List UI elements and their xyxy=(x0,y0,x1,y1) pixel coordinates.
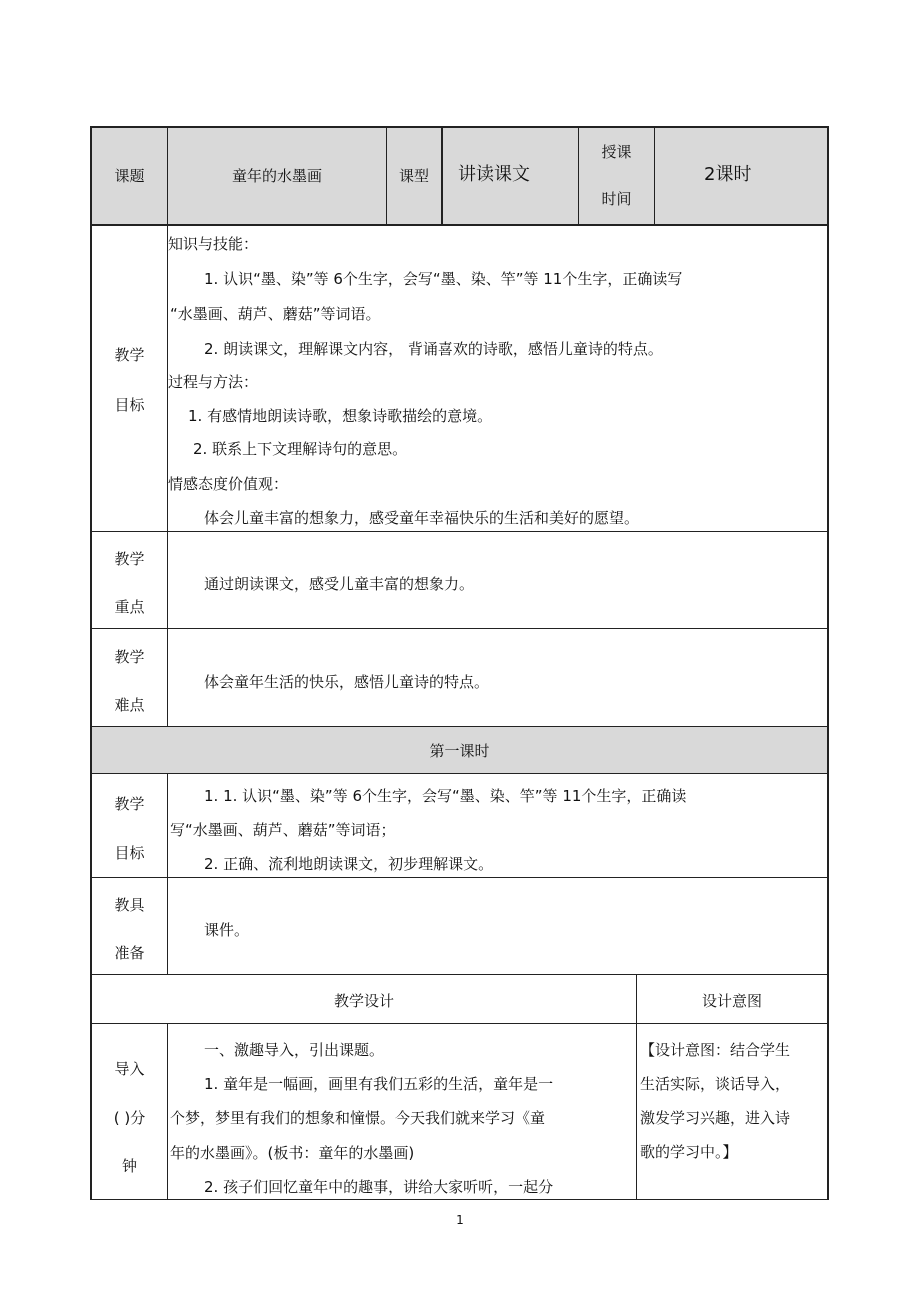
intro-label-2: ( )分 xyxy=(113,1109,146,1127)
difficulties-label-1: 教学 xyxy=(114,648,145,666)
intro-line: 个梦，梦里有我们的想象和憧憬。今天我们就来学习《童 xyxy=(170,1109,546,1127)
time-label-2: 时间 xyxy=(601,190,632,208)
intent-header: 设计意图 xyxy=(701,992,762,1010)
topic-value: 童年的水墨画 xyxy=(231,167,322,185)
lesson1-goals-label-2: 目标 xyxy=(114,844,145,862)
intro-line: 2. 孩子们回忆童年中的趣事，讲给大家听听，一起分 xyxy=(204,1178,554,1196)
keypoints-label-2: 重点 xyxy=(114,598,145,616)
goals-line: 知识与技能： xyxy=(168,235,259,253)
lesson1-title: 第一课时 xyxy=(429,742,490,760)
topic-label: 课题 xyxy=(114,167,145,185)
goals-line: “水墨画、葫芦、蘑菇”等词语。 xyxy=(170,305,381,323)
lesson1-goals-label-1: 教学 xyxy=(114,795,145,813)
intro-label-3: 钟 xyxy=(121,1157,137,1175)
difficulties-text: 体会童年生活的快乐，感悟儿童诗的特点。 xyxy=(204,673,490,691)
intent-line: 生活实际，谈话导入， xyxy=(640,1075,791,1093)
intro-line: 一、激趣导入，引出课题。 xyxy=(204,1041,385,1059)
tools-label-1: 教具 xyxy=(114,896,145,914)
intro-line: 年的水墨画》。(板书：童年的水墨画) xyxy=(170,1144,415,1162)
intent-line: 激发学习兴趣，进入诗 xyxy=(640,1109,791,1127)
tools-label-2: 准备 xyxy=(114,944,145,962)
type-value: 讲读课文 xyxy=(458,164,530,185)
keypoints-text: 通过朗读课文，感受儿童丰富的想象力。 xyxy=(204,575,475,593)
intent-line: 歌的学习中。】 xyxy=(640,1143,738,1161)
lesson1-goal-line: 2. 正确、流利地朗读课文，初步理解课文。 xyxy=(204,855,494,873)
keypoints-label-1: 教学 xyxy=(114,550,145,568)
design-header: 教学设计 xyxy=(333,992,394,1010)
goals-line: 2. 联系上下文理解诗句的意思。 xyxy=(193,440,408,458)
time-value: 2课时 xyxy=(704,164,752,185)
lesson1-goal-line: 写“水墨画、葫芦、蘑菇”等词语； xyxy=(170,821,396,839)
lesson1-goal-line: 1. 1. 认识“墨、染”等 6个生字，会写“墨、染、竿”等 11个生字，正确读 xyxy=(204,787,687,805)
intro-line: 1. 童年是一幅画，画里有我们五彩的生活，童年是一 xyxy=(204,1075,554,1093)
intro-label-1: 导入 xyxy=(114,1060,145,1078)
tools-text: 课件。 xyxy=(204,921,250,939)
difficulties-label-2: 难点 xyxy=(114,696,145,714)
intent-line: 【设计意图：结合学生 xyxy=(640,1041,791,1059)
goals-line: 2. 朗读课文，理解课文内容， 背诵喜欢的诗歌，感悟儿童诗的特点。 xyxy=(204,340,663,358)
time-label-1: 授课 xyxy=(601,143,632,161)
goals-label-1: 教学 xyxy=(114,346,145,364)
goals-line: 过程与方法： xyxy=(168,373,259,391)
goals-line: 1. 有感情地朗读诗歌，想象诗歌描绘的意境。 xyxy=(188,407,493,425)
goals-line: 1. 认识“墨、染”等 6个生字，会写“墨、染、竿”等 11个生字，正确读写 xyxy=(204,270,683,288)
goals-label-2: 目标 xyxy=(114,396,145,414)
goals-line: 体会儿童丰富的想象力，感受童年幸福快乐的生活和美好的愿望。 xyxy=(204,509,640,527)
goals-line: 情感态度价值观： xyxy=(168,475,289,493)
page-number: 1 xyxy=(456,1213,464,1227)
type-label: 课型 xyxy=(398,167,429,185)
